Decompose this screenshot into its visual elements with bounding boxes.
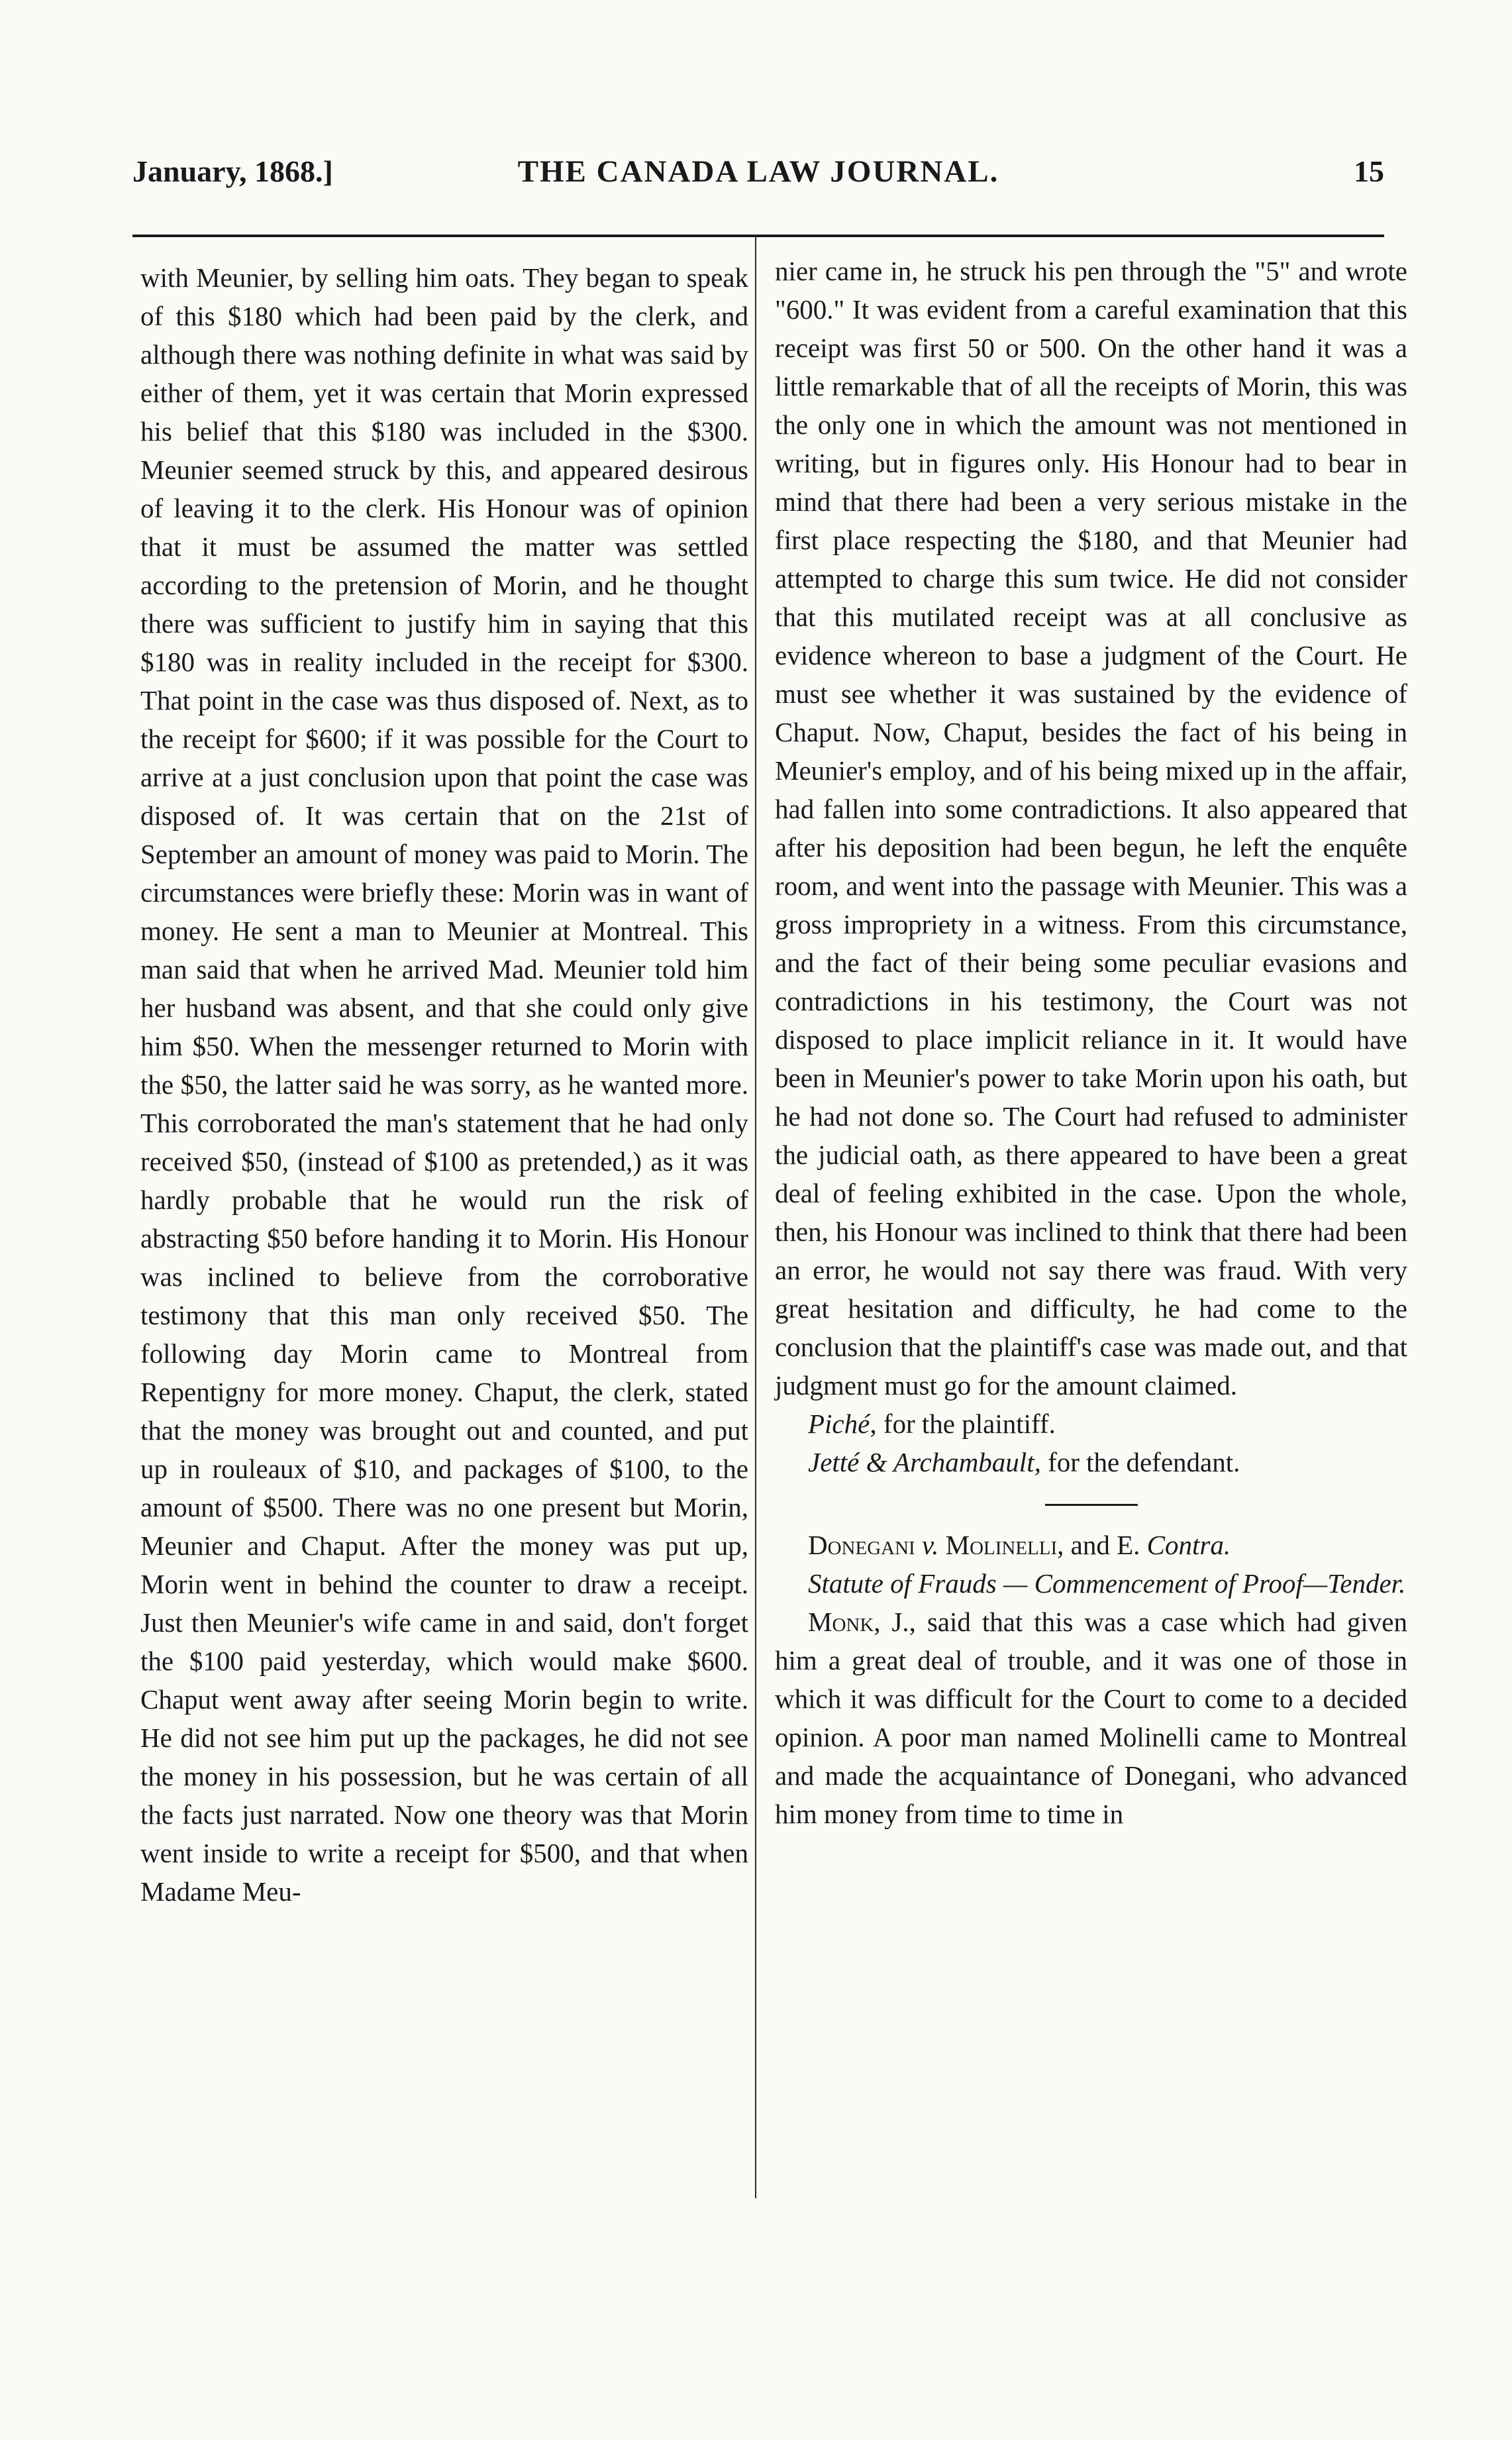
- defendant-counsel-role: for the defendant.: [1040, 1447, 1240, 1477]
- case-title: [775, 1526, 1407, 1564]
- case-contra: Contra.: [1146, 1530, 1231, 1560]
- page-number: 15: [1354, 154, 1384, 188]
- section-divider: [1045, 1504, 1138, 1506]
- page-header: [132, 154, 1384, 200]
- left-column: [140, 258, 748, 1911]
- case-subject: Statute of Frauds — Commencement of Proof—Tender.: [808, 1568, 1406, 1599]
- case-plaintiff: Donegani: [808, 1530, 915, 1560]
- header-rule: [132, 235, 1384, 237]
- case-defendant: Molinelli: [945, 1530, 1058, 1560]
- column-divider: [755, 237, 756, 2198]
- case-title-tail: , and E.: [1057, 1530, 1147, 1560]
- right-column-text: nier came in, he struck his pen through the "5" and wrote "600." It was evident from a careful examination that this receipt was first 50 or 500. On the other hand it was a little remarkable that of all the receipts of Morin, this was the only one in which the amount was not mentioned in writing, but in figures only. His Honour had to bear in mind that there had been a very serious mistake in the first place respecting the $180, and that Meunier had attempted to charge this sum twice. He did not consider that this mutilated receipt was at all conclusive as evidence whereon to base a judgment of the Court. He must see whether it was sustained by the evidence of Chaput. Now, Chaput, besides the fact of his being in Meunier's employ, and of his being mixed up in the affair, had fallen into some contradictions. It also appeared that after his deposition had been begun, he left the enquête room, and went into the passage with Meunier. This was a gross impropriety in a witness. From this circumstance, and the fact of their being some peculiar evasions and contradictions in his testimony, the Court was not disposed to place implicit reliance in it. It would have been in Meunier's power to take Morin upon his oath, but he had not done so. The Court had refused to administer the judicial oath, as there appeared to have been a great deal of feeling exhibited in the case. Upon the whole, then, his Honour was inclined to think that there had been an error, he would not say there was fraud. With very great hesitation and difficulty, he had come to the conclusion that the plaintiff's case was made out, and that judgment must go for the amount claimed.: [775, 256, 1407, 1401]
- plaintiff-counsel: [775, 1405, 1407, 1443]
- defendant-counsel: [775, 1443, 1407, 1481]
- left-column-text: with Meunier, by selling him oats. They began to speak of this $180 which had been paid by the clerk, and although there was nothing definite in what was said by either of them, yet it was certain that Morin expressed his belief that this $180 was included in the $300. Meunier seemed struck by this, and appeared desirous of leaving it to the clerk. His Honour was of opinion that it must be assumed the matter was settled according to the pretension of Morin, and he thought there was sufficient to justify him in saying that this $180 was in reality included in the receipt for $300. That point in the case was thus disposed of. Next, as to the receipt for $600; if it was possible for the Court to arrive at a just conclusion upon that point the case was disposed of. It was certain that on the 21st of September an amount of money was paid to Morin. The circumstances were briefly these: Morin was in want of money. He sent a man to Meunier at Montreal. This man said that when he arrived Mad. Meunier told him her husband was absent, and that she could only give him $50. When the messenger returned to Morin with the $50, the latter said he was sorry, as he wanted more. This corroborated the man's statement that he had only received $50, (instead of $100 as pretended,) as it was hardly probable that he would run the risk of abstracting $50 before handing it to Morin. His Honour was inclined to believe from the corroborative testimony that this man only received $50. The following day Morin came to Montreal from Repentigny for more money. Chaput, the clerk, stated that the money was brought out and counted, and put up in rouleaux of $10, and packages of $100, to the amount of $500. There was no one present but Morin, Meunier and Chaput. After the money was put up, Morin went in behind the counter to draw a receipt. Just then Meunier's wife came in and said, don't forget the $100 paid yesterday, which would make $600. Chaput went away after seeing Morin begin to write. He did not see him put up the packages, he did not see the money in his possession, but he was certain of all the facts just narrated. Now one theory was that Morin went inside to write a receipt for $500, and that when Madame Meu‑: [140, 262, 748, 1907]
- right-column: [775, 252, 1407, 1833]
- judge-name: Monk: [808, 1607, 874, 1637]
- plaintiff-counsel-name: Piché: [808, 1408, 870, 1439]
- case-versus: v.: [915, 1530, 946, 1560]
- defendant-counsel-name: Jetté & Archambault,: [808, 1447, 1041, 1477]
- judgment-text: , J., said that this was a case which had given him a great deal of trouble, and it was one of those in which it was difficult for the Court to come to a decided opinion. A poor man named Molinelli came to Montreal and made the acquaintance of Donegani, who advanced him money from time to time in: [775, 1607, 1407, 1829]
- judgment-paragraph: [775, 1603, 1407, 1833]
- header-date: January, 1868.]: [132, 154, 333, 188]
- plaintiff-counsel-role: , for the plaintiff.: [870, 1408, 1056, 1439]
- journal-title: THE CANADA LAW JOURNAL.: [517, 154, 999, 189]
